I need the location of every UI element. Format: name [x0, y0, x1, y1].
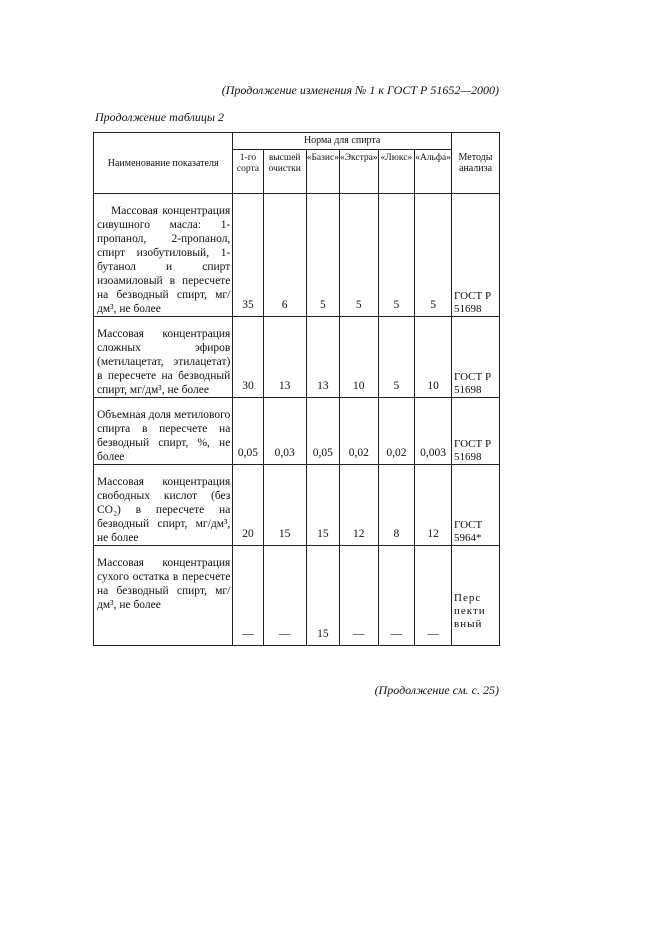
value-cell: 12	[339, 465, 378, 546]
value-cell: —	[378, 546, 415, 646]
value-cell: 0,02	[339, 398, 378, 465]
value-cell: —	[263, 546, 306, 646]
method-text: Перспективный	[454, 592, 486, 630]
value-cell: 20	[233, 465, 263, 546]
grade-header: «Базис»	[306, 150, 339, 194]
continuation-header: (Продолжение изменения № 1 к ГОСТ Р 51652—2000)	[221, 83, 499, 97]
value-cell: 0,05	[233, 398, 263, 465]
indicator-cell	[94, 194, 233, 317]
value-cell: 15	[263, 465, 306, 546]
value-cell: 8	[378, 465, 415, 546]
value-cell: 6	[263, 194, 306, 317]
value-cell: 0,003	[415, 398, 452, 465]
norm-header: Норма для спирта	[233, 133, 452, 150]
method-text: ГОСТ Р 51698	[454, 290, 492, 315]
table-row	[94, 194, 500, 317]
value-cell: 5	[378, 194, 415, 317]
indicator-text: Массовая концентрация сухого остатка в пересчете на безводный спирт, мг/дм³, не более	[97, 557, 231, 611]
value-cell: 15	[306, 546, 339, 646]
method-text: ГОСТ Р 51698	[454, 438, 492, 463]
value-cell: 15	[306, 465, 339, 546]
indicator-text: Объемная доля метилового спирта в пересчете на безводный спирт, %, не более	[97, 409, 231, 463]
value-cell: 5	[306, 194, 339, 317]
indicator-cell	[94, 546, 233, 646]
value-cell: 10	[339, 317, 378, 398]
continuation-footer: (Продолжение см. с. 25)	[374, 683, 499, 697]
norms-table	[93, 132, 500, 646]
grade-header: «Альфа»	[415, 150, 452, 194]
indicator-cell	[94, 465, 233, 546]
grade-header: 1-го сорта	[233, 150, 263, 194]
value-cell: 13	[306, 317, 339, 398]
value-cell: 13	[263, 317, 306, 398]
table-row	[94, 546, 500, 646]
value-cell: 5	[415, 194, 452, 317]
method-cell	[452, 317, 500, 398]
value-cell: 0,05	[306, 398, 339, 465]
table-row	[94, 317, 500, 398]
value-cell: —	[415, 546, 452, 646]
value-cell: —	[339, 546, 378, 646]
grade-header: высшей очистки	[263, 150, 306, 194]
indicator-text: Массовая концентрация сивушного масла: 1-пропанол, 2-пропанол, спирт изобутиловый, 1-бутанол и спирт изоамиловый в пересчете на безводный спирт, мг/дм³, не более	[97, 205, 231, 315]
grade-header: «Люкс»	[378, 150, 415, 194]
value-cell: 5	[339, 194, 378, 317]
indicator-text: Массовая концентрация свободных кислот (без CO₂) в пересчете на безводный спирт, мг/дм³, не более	[97, 476, 231, 544]
table-row	[94, 398, 500, 465]
table-caption: Продолжение таблицы 2	[95, 110, 225, 124]
value-cell: 35	[233, 194, 263, 317]
indicator-text: Массовая концентрация сложных эфиров (метилацетат, этилацетат) в пересчете на безводный спирт, мг/дм³, не более	[97, 328, 231, 396]
value-cell: 5	[378, 317, 415, 398]
value-cell: 12	[415, 465, 452, 546]
value-cell: 30	[233, 317, 263, 398]
indicator-cell	[94, 398, 233, 465]
grade-header: «Экстра»	[339, 150, 378, 194]
methods-column-header: Методы анализа	[452, 133, 500, 194]
table-row	[94, 465, 500, 546]
method-text: ГОСТ 5964*	[454, 519, 483, 544]
value-cell: 0,02	[378, 398, 415, 465]
method-text: ГОСТ Р 51698	[454, 371, 492, 396]
indicator-column-header: Наименование показателя	[94, 133, 233, 194]
value-cell: 10	[415, 317, 452, 398]
value-cell: —	[233, 546, 263, 646]
value-cell: 0,03	[263, 398, 306, 465]
indicator-cell	[94, 317, 233, 398]
method-cell	[452, 194, 500, 317]
method-cell	[452, 465, 500, 546]
method-cell	[452, 546, 500, 646]
method-cell	[452, 398, 500, 465]
